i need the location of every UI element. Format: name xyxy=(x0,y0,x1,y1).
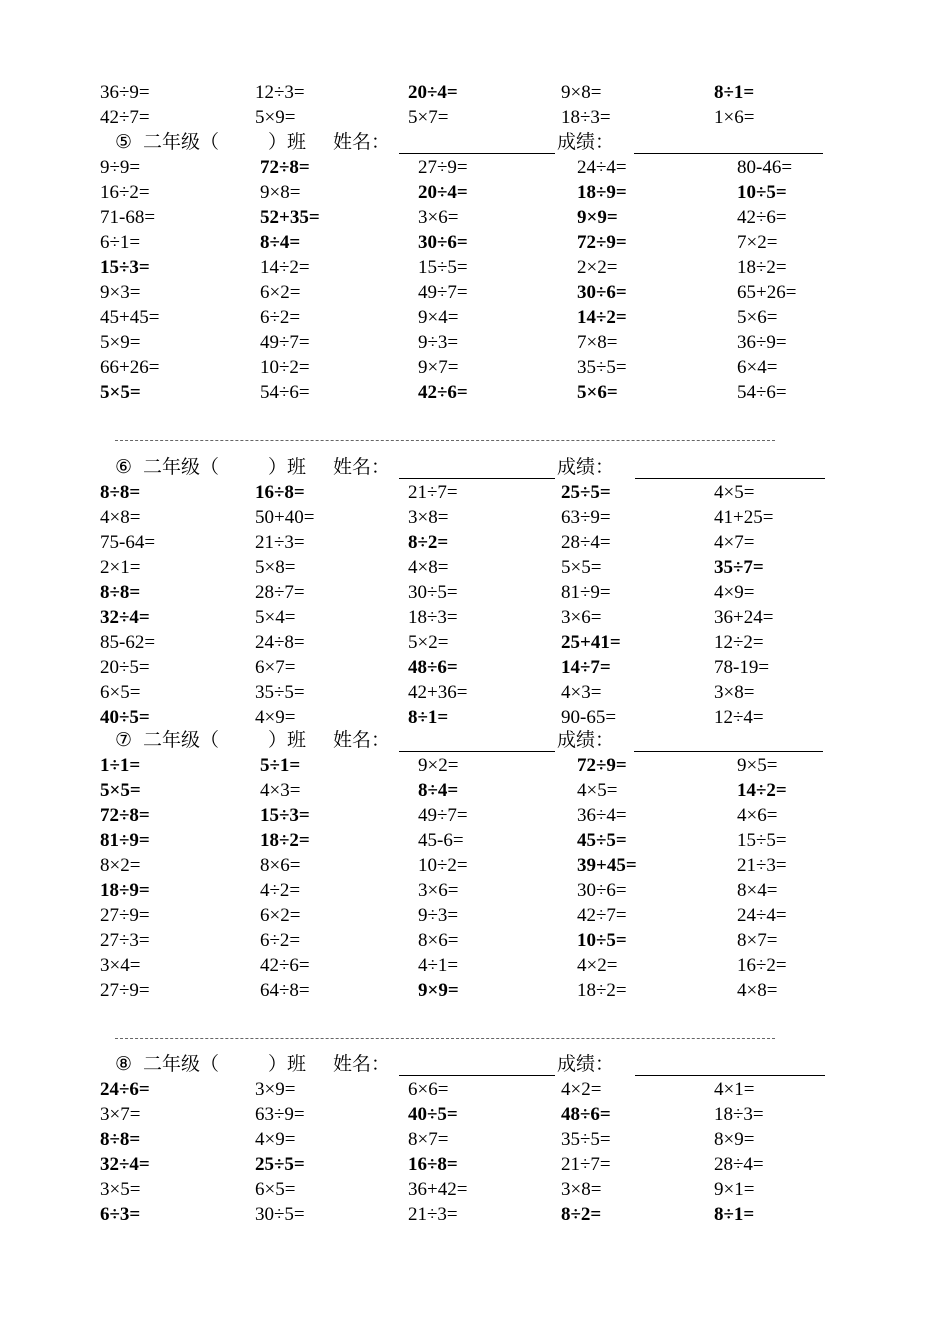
problem: 35÷5= xyxy=(255,682,305,703)
problem: 5×6= xyxy=(737,307,778,328)
problem-row xyxy=(0,928,950,953)
problem: 28÷4= xyxy=(561,532,611,553)
problem: 5×8= xyxy=(255,557,296,578)
score-blank-field[interactable] xyxy=(634,153,823,154)
problem: 6÷2= xyxy=(260,307,301,328)
problem: 9×9= xyxy=(577,207,618,228)
problem-row xyxy=(0,255,950,280)
problem: 30÷5= xyxy=(408,582,458,603)
section-header xyxy=(0,455,950,480)
problem-row xyxy=(0,778,950,803)
problem: 30÷6= xyxy=(577,880,627,901)
class-label: ）班 xyxy=(268,132,307,153)
problem-row xyxy=(0,705,950,730)
problem: 9×9= xyxy=(418,980,459,1001)
problem: 24÷4= xyxy=(577,157,627,178)
problem: 10÷5= xyxy=(737,182,787,203)
class-label: ）班 xyxy=(268,730,307,751)
section-number: ⑦ xyxy=(115,730,133,751)
problem: 28÷4= xyxy=(714,1154,764,1175)
problem: 4×5= xyxy=(577,780,618,801)
problem: 9×5= xyxy=(737,755,778,776)
problem-row xyxy=(0,1152,950,1177)
problem: 72÷9= xyxy=(577,232,627,253)
problem: 40÷5= xyxy=(100,707,150,728)
problem: 5×2= xyxy=(408,632,449,653)
problem-row xyxy=(0,330,950,355)
problem: 4×5= xyxy=(714,482,755,503)
score-blank-field[interactable] xyxy=(635,478,825,479)
problem-row xyxy=(0,903,950,928)
problem: 18÷3= xyxy=(561,107,611,128)
problem: 71-68= xyxy=(100,207,156,228)
problem: 36+24= xyxy=(714,607,774,628)
problem: 20÷5= xyxy=(100,657,150,678)
problem-row xyxy=(0,953,950,978)
problem-row xyxy=(0,80,950,105)
problem: 4×6= xyxy=(737,805,778,826)
problem: 4×9= xyxy=(255,1129,296,1150)
problem: 36÷9= xyxy=(737,332,787,353)
problem: 3×7= xyxy=(100,1104,141,1125)
problem: 21÷3= xyxy=(255,532,305,553)
problem: 8×6= xyxy=(418,930,459,951)
problem: 12÷4= xyxy=(714,707,764,728)
problem: 42÷6= xyxy=(418,382,468,403)
problem: 4×1= xyxy=(714,1079,755,1100)
problem: 24÷4= xyxy=(737,905,787,926)
problem-row xyxy=(0,530,950,555)
problem: 35÷7= xyxy=(714,557,764,578)
problem: 6×6= xyxy=(408,1079,449,1100)
problem: 4×2= xyxy=(577,955,618,976)
problem: 8÷1= xyxy=(714,82,755,103)
problem: 1×6= xyxy=(714,107,755,128)
problem-row xyxy=(0,630,950,655)
problem: 6×7= xyxy=(255,657,296,678)
problem-row xyxy=(0,230,950,255)
problem: 8÷8= xyxy=(100,1129,141,1150)
problem: 30÷6= xyxy=(418,232,468,253)
problem: 24÷6= xyxy=(100,1079,150,1100)
problem: 25÷5= xyxy=(561,482,611,503)
section-header xyxy=(0,130,950,155)
problem: 5×9= xyxy=(100,332,141,353)
problem: 6×2= xyxy=(260,282,301,303)
problem: 18÷9= xyxy=(100,880,150,901)
problem-row xyxy=(0,753,950,778)
section-header xyxy=(0,728,950,753)
problem: 6÷3= xyxy=(100,1204,141,1225)
name-label: 姓名： xyxy=(333,730,391,751)
problem: 4×9= xyxy=(714,582,755,603)
problem: 25÷5= xyxy=(255,1154,305,1175)
problem: 9÷3= xyxy=(418,332,459,353)
grade-label: 二年级（ xyxy=(143,132,220,153)
problem: 5×7= xyxy=(408,107,449,128)
problem: 8÷1= xyxy=(408,707,449,728)
name-label: 姓名： xyxy=(333,457,391,478)
problem-row xyxy=(0,555,950,580)
problem: 72÷8= xyxy=(260,157,310,178)
problem: 6÷2= xyxy=(260,930,301,951)
problem: 12÷3= xyxy=(255,82,305,103)
problem: 8÷2= xyxy=(408,532,449,553)
problem: 36÷9= xyxy=(100,82,150,103)
problem: 24÷8= xyxy=(255,632,305,653)
problem: 5×5= xyxy=(100,780,141,801)
problem-row xyxy=(0,853,950,878)
problem: 8÷1= xyxy=(714,1204,755,1225)
problem: 8÷8= xyxy=(100,482,141,503)
problem: 50+40= xyxy=(255,507,315,528)
problem: 10÷2= xyxy=(418,855,468,876)
score-blank-field[interactable] xyxy=(634,751,823,752)
problem: 14÷7= xyxy=(561,657,611,678)
grade-label: 二年级（ xyxy=(143,1054,220,1075)
problem: 3×4= xyxy=(100,955,141,976)
problem: 9×8= xyxy=(260,182,301,203)
problem: 9×8= xyxy=(561,82,602,103)
problem: 4÷1= xyxy=(418,955,459,976)
problem: 9×7= xyxy=(418,357,459,378)
problem-row xyxy=(0,205,950,230)
score-label: 成绩： xyxy=(557,730,615,751)
problem: 4×2= xyxy=(561,1079,602,1100)
problem: 45÷5= xyxy=(577,830,627,851)
problem: 81÷9= xyxy=(561,582,611,603)
problem: 3×6= xyxy=(418,880,459,901)
problem: 8÷4= xyxy=(418,780,459,801)
problem: 9÷3= xyxy=(418,905,459,926)
problem-row xyxy=(0,355,950,380)
section-number: ⑤ xyxy=(115,132,133,153)
problem: 72÷8= xyxy=(100,805,150,826)
problem: 52+35= xyxy=(260,207,320,228)
problem: 9×2= xyxy=(418,755,459,776)
problem: 16÷2= xyxy=(100,182,150,203)
name-label: 姓名： xyxy=(333,132,391,153)
problem: 20÷4= xyxy=(408,82,458,103)
problem: 10÷5= xyxy=(577,930,627,951)
problem: 28÷7= xyxy=(255,582,305,603)
problem: 3×8= xyxy=(408,507,449,528)
name-blank-field[interactable] xyxy=(399,1075,555,1076)
problem: 7×2= xyxy=(737,232,778,253)
problem: 2×1= xyxy=(100,557,141,578)
problem-row xyxy=(0,828,950,853)
problem: 66+26= xyxy=(100,357,160,378)
problem: 14÷2= xyxy=(577,307,627,328)
problem: 8÷4= xyxy=(260,232,301,253)
problem: 42÷7= xyxy=(577,905,627,926)
problem: 18÷3= xyxy=(714,1104,764,1125)
problem: 80-46= xyxy=(737,157,793,178)
problem: 3×8= xyxy=(714,682,755,703)
problem: 12÷2= xyxy=(714,632,764,653)
problem-row xyxy=(0,803,950,828)
problem-row xyxy=(0,180,950,205)
problem: 35÷5= xyxy=(577,357,627,378)
problem: 64÷8= xyxy=(260,980,310,1001)
problem: 4×3= xyxy=(260,780,301,801)
problem: 9×3= xyxy=(100,282,141,303)
problem: 21÷7= xyxy=(408,482,458,503)
problem: 90-65= xyxy=(561,707,617,728)
problem: 81÷9= xyxy=(100,830,150,851)
problem: 3×8= xyxy=(561,1179,602,1200)
problem-row xyxy=(0,1127,950,1152)
problem: 42÷7= xyxy=(100,107,150,128)
section-number: ⑧ xyxy=(115,1054,133,1075)
problem: 18÷2= xyxy=(260,830,310,851)
problem-row xyxy=(0,605,950,630)
problem: 4×8= xyxy=(408,557,449,578)
cut-line-divider xyxy=(115,1038,775,1039)
problem: 9×1= xyxy=(714,1179,755,1200)
problem-row xyxy=(0,155,950,180)
problem: 7×8= xyxy=(577,332,618,353)
problem: 48÷6= xyxy=(561,1104,611,1125)
problem: 18÷3= xyxy=(408,607,458,628)
class-label: ）班 xyxy=(268,1054,307,1075)
problem: 5×5= xyxy=(561,557,602,578)
problem: 78-19= xyxy=(714,657,770,678)
problem-row xyxy=(0,580,950,605)
problem: 30÷6= xyxy=(577,282,627,303)
problem: 45-6= xyxy=(418,830,464,851)
problem: 35÷5= xyxy=(561,1129,611,1150)
problem: 42÷6= xyxy=(737,207,787,228)
problem-row xyxy=(0,380,950,405)
problem-row xyxy=(0,1077,950,1102)
name-blank-field[interactable] xyxy=(399,751,555,752)
problem: 27÷3= xyxy=(100,930,150,951)
problem-row xyxy=(0,978,950,1003)
problem-row xyxy=(0,105,950,130)
problem: 8÷8= xyxy=(100,582,141,603)
problem: 4×8= xyxy=(100,507,141,528)
problem: 45+45= xyxy=(100,307,160,328)
problem: 16÷8= xyxy=(255,482,305,503)
problem: 27÷9= xyxy=(100,980,150,1001)
name-blank-field[interactable] xyxy=(399,153,555,154)
problem: 49÷7= xyxy=(418,282,468,303)
problem: 32÷4= xyxy=(100,607,150,628)
problem-row xyxy=(0,655,950,680)
problem: 3×6= xyxy=(418,207,459,228)
problem: 21÷7= xyxy=(561,1154,611,1175)
problem: 10÷2= xyxy=(260,357,310,378)
problem-row xyxy=(0,305,950,330)
problem: 25+41= xyxy=(561,632,621,653)
problem: 8÷2= xyxy=(561,1204,602,1225)
name-label: 姓名： xyxy=(333,1054,391,1075)
problem-row xyxy=(0,1177,950,1202)
problem: 5×5= xyxy=(100,382,141,403)
score-label: 成绩： xyxy=(557,457,615,478)
problem: 27÷9= xyxy=(418,157,468,178)
problem: 15÷5= xyxy=(418,257,468,278)
problem-row xyxy=(0,280,950,305)
problem: 8×7= xyxy=(737,930,778,951)
class-label: ）班 xyxy=(268,457,307,478)
problem: 4×3= xyxy=(561,682,602,703)
problem: 3×9= xyxy=(255,1079,296,1100)
problem: 6÷1= xyxy=(100,232,141,253)
problem: 8×4= xyxy=(737,880,778,901)
problem: 30÷5= xyxy=(255,1204,305,1225)
problem: 9÷9= xyxy=(100,157,141,178)
problem: 15÷5= xyxy=(737,830,787,851)
problem: 4×7= xyxy=(714,532,755,553)
problem: 21÷3= xyxy=(408,1204,458,1225)
problem: 2×2= xyxy=(577,257,618,278)
problem: 15÷3= xyxy=(260,805,310,826)
score-label: 成绩： xyxy=(557,1054,615,1075)
problem: 36+42= xyxy=(408,1179,468,1200)
problem: 4×9= xyxy=(255,707,296,728)
problem: 5×4= xyxy=(255,607,296,628)
name-blank-field[interactable] xyxy=(399,478,555,479)
problem: 4×8= xyxy=(737,980,778,1001)
problem-row xyxy=(0,680,950,705)
problem: 27÷9= xyxy=(100,905,150,926)
problem: 8×6= xyxy=(260,855,301,876)
problem: 18÷2= xyxy=(737,257,787,278)
problem: 8×9= xyxy=(714,1129,755,1150)
problem: 14÷2= xyxy=(737,780,787,801)
problem-row xyxy=(0,878,950,903)
grade-label: 二年级（ xyxy=(143,730,220,751)
score-blank-field[interactable] xyxy=(635,1075,825,1076)
problem: 54÷6= xyxy=(260,382,310,403)
problem: 14÷2= xyxy=(260,257,310,278)
problem: 72÷9= xyxy=(577,755,627,776)
problem: 6×4= xyxy=(737,357,778,378)
problem: 75-64= xyxy=(100,532,156,553)
problem: 16÷8= xyxy=(408,1154,458,1175)
problem: 15÷3= xyxy=(100,257,150,278)
problem: 36÷4= xyxy=(577,805,627,826)
problem: 65+26= xyxy=(737,282,797,303)
problem: 6×5= xyxy=(100,682,141,703)
score-label: 成绩： xyxy=(557,132,615,153)
problem: 3×6= xyxy=(561,607,602,628)
problem: 5×9= xyxy=(255,107,296,128)
problem: 18÷2= xyxy=(577,980,627,1001)
problem: 42÷6= xyxy=(260,955,310,976)
problem: 3×5= xyxy=(100,1179,141,1200)
problem: 5×6= xyxy=(577,382,618,403)
problem: 21÷3= xyxy=(737,855,787,876)
problem-row xyxy=(0,480,950,505)
problem: 63÷9= xyxy=(561,507,611,528)
problem-row xyxy=(0,1202,950,1227)
problem: 32÷4= xyxy=(100,1154,150,1175)
problem: 8×7= xyxy=(408,1129,449,1150)
problem: 48÷6= xyxy=(408,657,458,678)
problem: 85-62= xyxy=(100,632,156,653)
problem: 63÷9= xyxy=(255,1104,305,1125)
problem: 49÷7= xyxy=(260,332,310,353)
section-number: ⑥ xyxy=(115,457,133,478)
problem: 54÷6= xyxy=(737,382,787,403)
problem: 16÷2= xyxy=(737,955,787,976)
problem: 18÷9= xyxy=(577,182,627,203)
problem: 40÷5= xyxy=(408,1104,458,1125)
problem: 42+36= xyxy=(408,682,468,703)
problem: 20÷4= xyxy=(418,182,468,203)
problem: 5÷1= xyxy=(260,755,301,776)
grade-label: 二年级（ xyxy=(143,457,220,478)
problem: 6×2= xyxy=(260,905,301,926)
problem-row xyxy=(0,505,950,530)
problem: 4÷2= xyxy=(260,880,301,901)
problem: 39+45= xyxy=(577,855,637,876)
cut-line-divider xyxy=(115,440,775,441)
problem: 6×5= xyxy=(255,1179,296,1200)
problem: 49÷7= xyxy=(418,805,468,826)
problem: 1÷1= xyxy=(100,755,141,776)
problem: 41+25= xyxy=(714,507,774,528)
problem: 8×2= xyxy=(100,855,141,876)
problem-row xyxy=(0,1102,950,1127)
section-header xyxy=(0,1052,950,1077)
problem: 9×4= xyxy=(418,307,459,328)
